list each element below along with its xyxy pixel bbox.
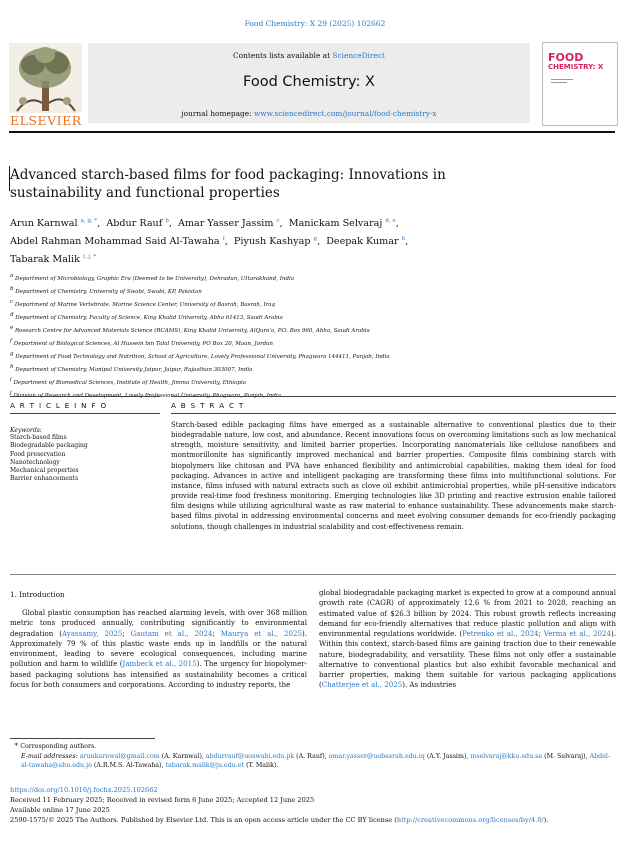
journal-banner bbox=[88, 43, 530, 123]
footnote-divider bbox=[10, 738, 155, 739]
email-link[interactable]: arunkarnwal@gmail.com bbox=[79, 753, 160, 760]
keywords-list bbox=[10, 434, 88, 484]
author[interactable]: Amar Yasser Jassim $^c$ bbox=[178, 218, 280, 230]
keyword: Nanotechnology bbox=[10, 458, 60, 466]
publisher-name: ELSEVIER bbox=[10, 113, 82, 128]
article-info-rule bbox=[10, 413, 160, 414]
intro-left-column: Global plastic consumption has reached alarming levels, with over 368 million metric tons produced annually, contributing significantly to environmental degradation (Ayassamy, 2025; Gautam et al., 2024; Maurya et al., 2025). Approximately 79 % of this plastic waste ends up in landfills or the natural environment, leading to severe ecological consequences, including marine pollution and harm to wildlife (Jambeck et al., 2015). The urgency for biopolymer-based packaging solutions has intensified as sustainability becomes a critical focus for both consumers and corporations. According to industry reports, the bbox=[10, 608, 308, 689]
corresponding-note: * Corresponding authors. bbox=[10, 742, 97, 750]
available-online: Available online 17 June 2025 bbox=[10, 806, 110, 814]
abstract-rule bbox=[171, 413, 616, 414]
keyword: Mechanical properties bbox=[10, 467, 79, 475]
citation-link[interactable]: Verma et al., 2024 bbox=[543, 629, 611, 638]
email-link[interactable]: mselvaraj@kku.edu.sa bbox=[470, 753, 543, 760]
affiliation: $^c$ Department of Marine Vertebrate, Marine Science Center, University of Basrah, Basrah, Iraq bbox=[10, 299, 276, 308]
email-link[interactable]: Abdel-al-tawaha@ahu.edu.jo bbox=[21, 753, 611, 770]
keyword: Barrier enhancements bbox=[10, 475, 79, 483]
email-link[interactable]: tabarak.malik@ju.edu.et bbox=[165, 762, 245, 770]
doi-link[interactable]: https://doi.org/10.1016/j.fochx.2025.102662 bbox=[10, 786, 158, 794]
affiliation: $^a$ Department of Microbiology, Graphic Era (Deemed to be University), Dehradun, Uttarakhand, India bbox=[10, 273, 295, 282]
elsevier-logo bbox=[9, 43, 82, 129]
citation-link[interactable]: Gautam et al., 2024 bbox=[130, 628, 213, 638]
article-title: Advanced starch-based films for food packaging: Innovations in sustainability and functional properties bbox=[10, 167, 446, 201]
keywords-label: Keywords: bbox=[10, 427, 42, 434]
email-link[interactable]: amar.yasser@uobasrah.edu.iq bbox=[328, 753, 425, 760]
cover-decoration bbox=[551, 77, 573, 85]
affiliation-list bbox=[10, 271, 610, 401]
affiliation: $^d$ Department of Chemistry, Faculty of Science, King Khalid University, Abha 61413, Saudi Arabia bbox=[10, 312, 283, 321]
author-list: Arun Karnwal $^{a, g, *}$, Abdur Rauf $^b$, Amar Yasser Jassim $^c$, Manickam Selvaraj $^{d, e}$, Abdel Rahman Mohammad Said Al-Tawaha $^f$, Piyush Kashyap $^g$, Deepak Kumar $^h$, Tabarak Malik $^{i, j, *}$ bbox=[10, 218, 409, 265]
journal-reference[interactable]: Food Chemistry: X 29 (2025) 102662 bbox=[244, 19, 386, 28]
header-divider bbox=[9, 131, 615, 133]
article-info-top-rule bbox=[10, 396, 160, 397]
author[interactable]: Tabarak Malik $^{i, j, *}$ bbox=[10, 253, 97, 265]
affiliation: $^i$ Department of Biomedical Sciences, Institute of Health, Jimma University, Ethiopia bbox=[10, 377, 246, 387]
article-info-heading: A R T I C L E I N F O bbox=[10, 401, 108, 410]
abstract-text: Starch-based edible packaging films have emerged as a sustainable alternative to conventional plastics due to their biodegradable nature, low cost, and abundance. Recent innovations focus on overcoming limitations such as low mechanical strength, moisture sensitivity, and limited barrier properties. Incorporating nanomaterials like cellulose nanofibers and montmorillonite has significantly improved mechanical and barrier properties. Composite films combining starch with biopolymers like chitosan and PVA have enhanced flexibility and antimicrobial capabilities, making them ideal for food packaging. Advances in active and intelligent packaging are transforming these films into multifunctional solutions. For instance, films infused with natural extracts such as clove oil exhibit antimicrobial properties, while pH-sensitive indicators provide real-time food freshness monitoring. Emerging technologies like 3D printing and reactive extrusion enable tailored film designs while utilizing agricultural waste as raw material to enhance sustainability. These advancements make starch-based films pivotal in addressing environmental concerns and meet evolving consumer demands for eco-friendly packaging solutions, though challenges in industrial scalability and cost-effectiveness remain. bbox=[171, 421, 616, 531]
citation-link[interactable]: Chatterjee et al., 2025 bbox=[321, 680, 403, 690]
keyword: Biodegradable packaging bbox=[10, 442, 88, 450]
author[interactable]: Piyush Kashyap $^g$ bbox=[233, 235, 318, 247]
citation-link[interactable]: Ayassamy, 2025 bbox=[62, 628, 123, 638]
intro-right-column: global biodegradable packaging market is expected to grow at a compound annual growth rate (CAGR) of approximately 12.6 % from 2021 to 2028, reaching an estimated value of $26.3 billion by 2024. This robust growth reflects increasing demand for eco-friendly alternatives that reduce plastic pollution and align with environmental regulations worldwide. (Petrenko et al., 2024; Verma et al., 2024). Within this context, starch-based films are gaining traction due to their renewable nature, biodegradability, and versatility. These films not only offer a sustainable alternative to conventional plastics but also exhibit favorable mechanical and barrier properties, making them suitable for various packaging applications (Chatterjee et al., 2025). As industries bbox=[319, 588, 616, 690]
email-addresses: E-mail addresses: arunkarnwal@gmail.com (A. Karnwal), abdurrauf@uoswabi.edu.pk (A. Rauf), amar.yasser@uobasrah.edu.iq (A.Y. Jassim), mselvaraj@kku.edu.sa (M. Selvaraj), Abdel-al-tawaha@ahu.edu.jo (A.R.M.S. Al-Tawaha), tabarak.malik@ju.edu.et (T. Malik). bbox=[21, 753, 611, 770]
citation-link[interactable]: Petrenko et al., 2024 bbox=[462, 629, 539, 638]
keyword: Food preservation bbox=[10, 450, 66, 458]
citation-link[interactable]: Jambeck et al., 2015 bbox=[122, 659, 197, 669]
author[interactable]: Deepak Kumar $^h$ bbox=[326, 235, 406, 247]
affiliation: $^j$ Professional bbox=[10, 390, 180, 400]
affiliation: $^g$ Department of Food Technology and Nutrition, School of Agriculture, Lovely Professional University, Phagwara 144411, Punjab, India bbox=[10, 351, 390, 361]
sciencedirect-link[interactable]: ScienceDirect bbox=[332, 51, 385, 60]
abstract-heading: A B S T R A C T bbox=[171, 401, 245, 410]
author[interactable]: Arun Karnwal $^{a, g, *}$ bbox=[10, 218, 98, 230]
author[interactable]: Abdel Rahman Mohammad Said Al-Tawaha $^f$ bbox=[10, 235, 225, 247]
author[interactable]: Manickam Selvaraj $^{d, e}$ bbox=[288, 218, 396, 230]
homepage-link[interactable]: www.sciencedirect.com/journal/food-chemistry-x bbox=[253, 109, 437, 118]
cover-title: FOOD CHEMISTRY: X bbox=[548, 51, 604, 71]
license-link[interactable]: http://creativecommons.org/licenses/by/4.0/ bbox=[396, 816, 544, 824]
journal-name: Food Chemistry: X bbox=[243, 74, 375, 90]
abstract-top-rule bbox=[171, 396, 616, 397]
received-dates: Received 11 February 2025; Received in revised form 6 June 2025; Accepted 12 June 2025 bbox=[10, 796, 315, 804]
affiliation: $^e$ Research Centre for Advanced Materials Science (RCAMS), King Khalid University, AlQura'a, P.O. Box 960, Abha, Saudi Arabia bbox=[10, 325, 370, 334]
affiliation: $^h$ Department of Chemistry, Manipal University Jaipur, Jaipur, Rajasthan 303007, India bbox=[10, 364, 253, 374]
author[interactable]: Abdur Rauf $^b$ bbox=[106, 218, 169, 230]
contents-line: Contents lists available at ScienceDirect bbox=[233, 51, 385, 60]
abstract-bottom-rule bbox=[10, 574, 616, 575]
citation-link[interactable]: Maurya et al., 2025 bbox=[220, 628, 302, 638]
email-link[interactable]: abdurrauf@uoswabi.edu.pk bbox=[205, 753, 295, 760]
introduction-heading: 1. Introduction bbox=[10, 590, 65, 599]
homepage-line: journal homepage: www.sciencedirect.com/journal/food-chemistry-x bbox=[181, 109, 437, 118]
affiliation: $^b$ Department of Chemistry, University of Swabi, Swabi, KP, Pakistan bbox=[10, 286, 202, 295]
license-statement: 2590-1575/© 2025 The Authors. Published by Elsevier Ltd. This is an open access article under the CC BY license (http://creativecommons.org/licenses/by/4.0/). bbox=[10, 816, 549, 824]
journal-cover[interactable] bbox=[542, 42, 618, 126]
keyword: Starch-based films bbox=[10, 434, 67, 441]
affiliation: $^f$ Department of Biological Sciences, Al Hussein bin Talal University, PO Box 20, Maan, Jordan bbox=[10, 338, 273, 347]
